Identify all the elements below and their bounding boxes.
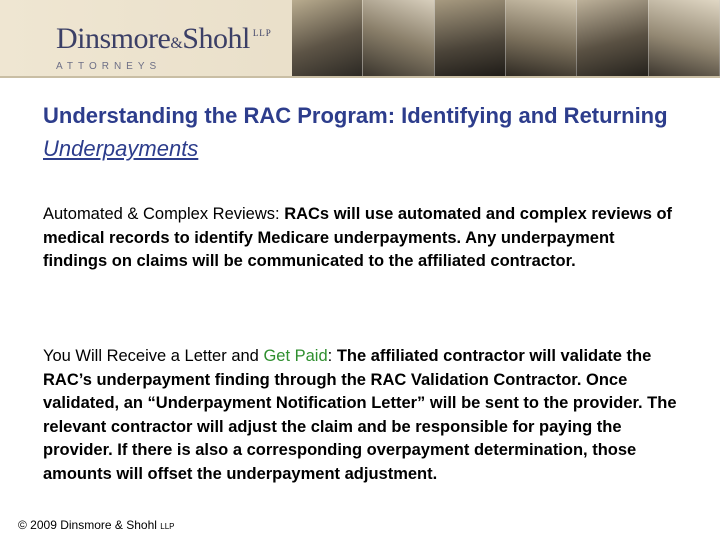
copyright-footer [18,518,175,532]
logo-llp: LLP [252,28,272,38]
header-banner [0,0,720,78]
logo-wordmark [56,18,272,59]
paragraph-lead-highlight: Get Paid [263,347,328,365]
logo-ampersand: & [170,35,183,52]
header-photo-strip [292,0,720,76]
logo-tagline: ATTORNEYS [56,61,162,72]
slide-title-text: Understanding the RAC Program: Identifying and Returning [43,103,668,128]
paragraph-automated-reviews [43,203,683,274]
slide-title-emphasis: Underpayments [43,136,199,161]
paragraph-lead: You Will Receive a Letter and [43,347,264,365]
firm-logo [56,18,272,72]
logo-name-1: Dinsmore [56,22,171,55]
paragraph-body: The affiliated contractor will validate the RAC’s underpayment finding through the RAC Validation Contractor. Once validated, an “Underpayment Notification Letter” will be sent to the provider. The relevant contractor will adjust the claim and be responsible for paying the provider. If there is also a corresponding overpayment determination, those amounts will offset the underpayment adjustment. [43,347,677,483]
paragraph-lead: Automated & Complex Reviews: [43,205,285,223]
slide-title [43,99,683,165]
header-photo [363,0,434,76]
header-photo [577,0,648,76]
header-photo [506,0,577,76]
paragraph-receive-letter [43,345,683,486]
banner-divider [0,76,720,78]
header-photo [435,0,506,76]
header-photo [649,0,720,76]
copyright-text: © 2009 Dinsmore & Shohl [18,518,157,532]
paragraph-lead-colon: : [327,347,337,365]
paragraph-body: RACs will use automated and complex reviews of medical records to identify Medicare underpayments. Any underpayment findings on claims will be communicated to the affiliated contractor. [43,205,673,270]
copyright-llp: LLP [160,522,175,531]
header-photo [292,0,363,76]
logo-name-2: Shohl [182,22,250,55]
